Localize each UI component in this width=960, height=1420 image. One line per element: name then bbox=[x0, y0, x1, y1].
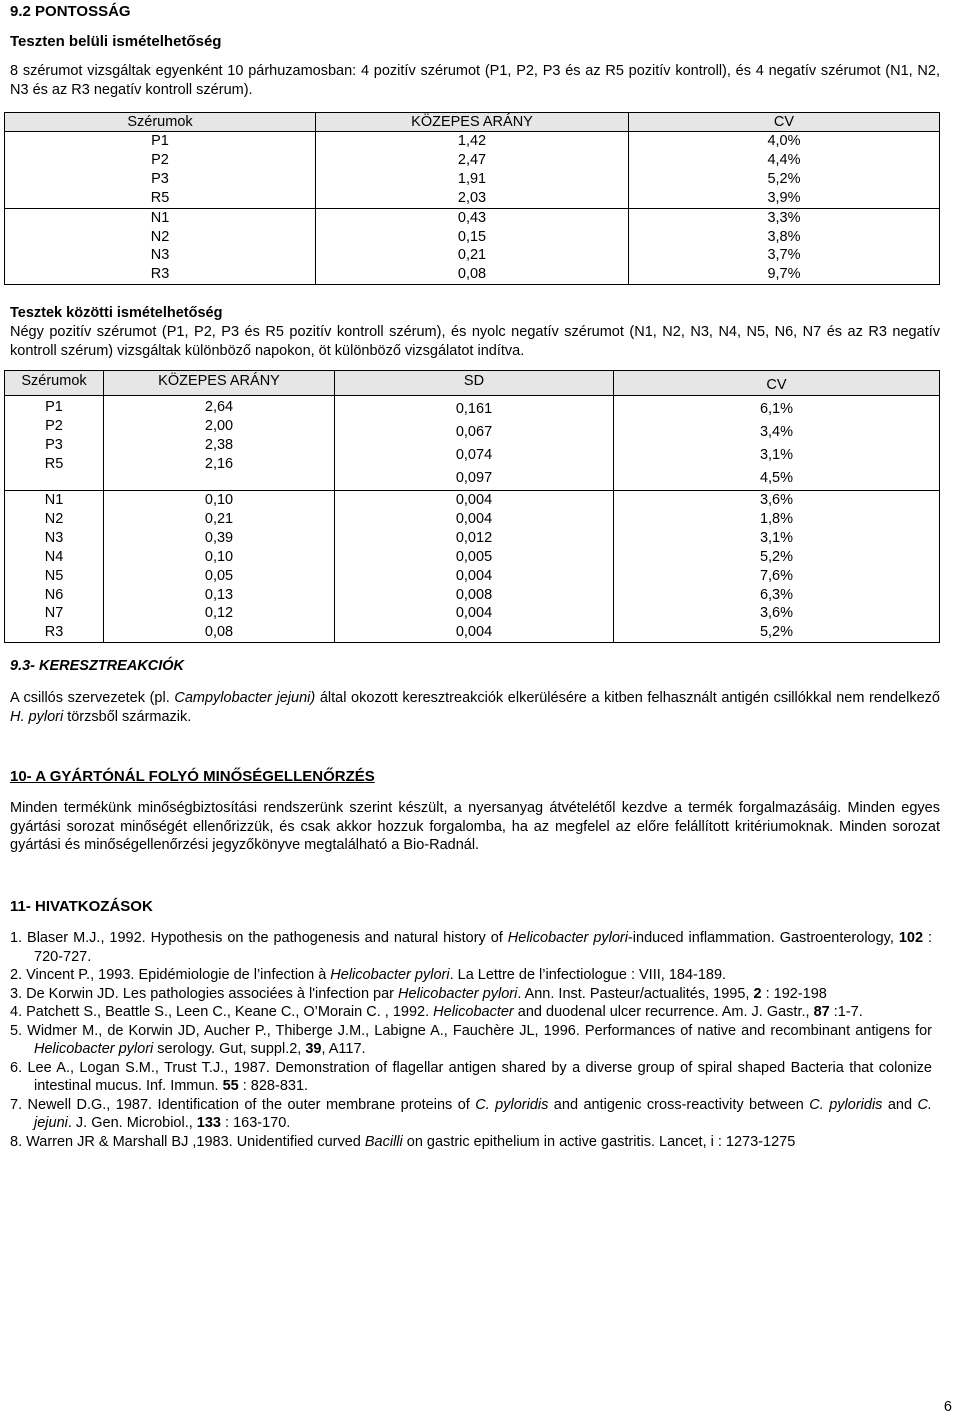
table2-cell-ratio: 2,38 bbox=[204, 437, 234, 453]
table1-header-cv: CV bbox=[629, 113, 940, 132]
table2-cell-cv: 3,4% bbox=[759, 424, 794, 440]
reference-item: 4. Patchett S., Beattle S., Leen C., Keane C., O’Morain C. , 1992. Helicobacter and duodenal ulcer recurrence. Am. J. Gastr., 87 :1-7. bbox=[10, 1004, 863, 1020]
table1-row bbox=[5, 170, 940, 189]
table2-cell-cv: 3,1% bbox=[759, 447, 794, 463]
table2-cell-ratio: 0,05 bbox=[104, 567, 335, 586]
table1-row bbox=[5, 265, 940, 284]
table2-cell-serum: N3 bbox=[5, 529, 104, 548]
table1-cell-ratio: 0,21 bbox=[316, 246, 629, 265]
table2-cell-ratio: 2,00 bbox=[204, 418, 234, 434]
table2-cell-sd: 0,074 bbox=[455, 447, 493, 463]
reference-item: 3. De Korwin JD. Les pathologies associées à l'infection par Helicobacter pylori. Ann. Inst. Pasteur/actualités, 1995, 2 : 192-198 bbox=[10, 985, 827, 1002]
table2-cell-ratio: 0,39 bbox=[104, 529, 335, 548]
table2-cell-sd: 0,005 bbox=[335, 548, 614, 567]
page-number: 6 bbox=[943, 1399, 952, 1415]
table1-cell-serum: R5 bbox=[5, 189, 316, 208]
table2-cell-sd: 0,004 bbox=[335, 567, 614, 586]
table2-row bbox=[5, 548, 940, 567]
table2-cell-ratio: 0,12 bbox=[104, 604, 335, 623]
paragraph-quality-control: Minden termékünk minőségbiztosítási rendszerünk szerint készült, a nyersanyag átvételétől kezdve a termék forgalmazásáig. Minden egyes gyártási sorozat minőségét ellenőrizzük, és csak akkor hozzuk forgalomba, ha az megfelel az előre felállított kritériumoknak. Minden sorozat gyártási és minőségellenőrzési jegyzőkönyve megtalálható a Bio-Radnál. bbox=[10, 800, 940, 853]
table2-header-sd: SD bbox=[335, 371, 614, 396]
table1-cell-serum: N2 bbox=[5, 228, 316, 247]
subheading-between-test: Tesztek közötti ismételhetőség bbox=[10, 305, 223, 321]
table2-row bbox=[5, 510, 940, 529]
table2-cell-sd: 0,067 bbox=[455, 424, 493, 440]
reference-item: 1. Blaser M.J., 1992. Hypothesis on the pathogenesis and natural history of Helicobacter pylori-induced inflammation. Gastroenterology, 102 : 720-727. bbox=[10, 930, 932, 965]
table2-cell-sd: 0,004 bbox=[335, 623, 614, 642]
reference-item: 2. Vincent P., 1993. Epidémiologie de l’infection à Helicobacter pylori. La Lettre de l’infectiologue : VIII, 184-189. bbox=[10, 967, 727, 983]
section-heading-11: 11- HIVATKOZÁSOK bbox=[10, 898, 153, 915]
table2-cell-ratio: 0,21 bbox=[104, 510, 335, 529]
table1-cell-serum: R3 bbox=[5, 265, 316, 284]
table2-cell-cv: 6,3% bbox=[759, 586, 794, 603]
paragraph-between-test: Négy pozitív szérumot (P1, P2, P3 és R5 pozitív kontroll szérum), és nyolc negatív szérumot (N1, N2, N3, N4, N5, N6, N7 és az R3 negatív kontroll szérum) vizsgáltak különböző napokon, öt különböző vizsgálatot indítva. bbox=[10, 324, 940, 359]
table1-row bbox=[5, 208, 940, 227]
table2-cell-cv: 3,6% bbox=[759, 605, 794, 622]
table2-header-serums: Szérumok bbox=[5, 371, 104, 396]
table2-cell-sd: 0,004 bbox=[335, 510, 614, 529]
table1-cell-cv: 3,8% bbox=[767, 228, 801, 245]
table1-cell-cv: 3,7% bbox=[767, 247, 801, 264]
table2-cell-serum: R3 bbox=[5, 623, 104, 642]
table2-header-cv: CV bbox=[614, 371, 940, 396]
table1-row bbox=[5, 228, 940, 247]
table1-cell-ratio: 0,43 bbox=[316, 208, 629, 227]
table1-cell-serum: N1 bbox=[5, 208, 316, 227]
table2-cell-ratio: 0,13 bbox=[104, 586, 335, 605]
between-test-table bbox=[4, 370, 940, 643]
table2-cell-cv: 3,6% bbox=[614, 491, 940, 510]
table2-cell-serum: N6 bbox=[5, 586, 104, 605]
subheading-within-test: Teszten belüli ismételhetőség bbox=[10, 33, 222, 50]
table2-cell-ratio: 2,16 bbox=[204, 456, 234, 472]
table1-cell-ratio: 0,08 bbox=[316, 265, 629, 284]
table1-cell-cv: 3,9% bbox=[767, 189, 801, 206]
table2-cell-sd: 0,161 bbox=[455, 401, 493, 417]
reference-item: 7. Newell D.G., 1987. Identification of the outer membrane proteins of C. pyloridis and antigenic cross-reactivity between C. pyloridis and C. jejuni. J. Gen. Microbiol., 133 : 163-170. bbox=[10, 1096, 932, 1131]
table2-row bbox=[5, 586, 940, 605]
table1-header-serums: Szérumok bbox=[5, 113, 316, 132]
table2-cell-cv: 6,1% bbox=[759, 401, 794, 417]
table2-row bbox=[5, 491, 940, 510]
table2-cell-ratio: 0,08 bbox=[104, 623, 335, 642]
table2-cell-ratio: 2,64 bbox=[204, 399, 234, 415]
reference-item: 8. Warren JR & Marshall BJ ,1983. Unidentified curved Bacilli on gastric epithelium in active gastritis. Lancet, i : 1273-1275 bbox=[10, 1133, 796, 1150]
table1-cell-ratio: 2,03 bbox=[316, 189, 629, 208]
paragraph-cross-reactions: A csillós szervezetek (pl. Campylobacter jejuni) által okozott keresztreakciók elkerülésére a kitben felhasznált antigén csillókkal nem rendelkező H. pylori törzsből származik. bbox=[10, 690, 940, 725]
table2-row bbox=[5, 529, 940, 548]
table2-cell-serum: N7 bbox=[5, 604, 104, 623]
table1-cell-ratio: 1,42 bbox=[316, 132, 629, 151]
table1-cell-cv: 5,2% bbox=[767, 170, 801, 187]
table1-row bbox=[5, 132, 940, 151]
table2-row bbox=[5, 567, 940, 586]
table1-cell-serum: P1 bbox=[5, 132, 316, 151]
table1-row bbox=[5, 189, 940, 208]
table2-header-ratio: KÖZEPES ARÁNY bbox=[104, 371, 335, 396]
table2-positive-block bbox=[5, 396, 940, 491]
table2-cell-serum: N5 bbox=[5, 567, 104, 586]
table2-cell-serum: P1 bbox=[45, 399, 63, 415]
table2-cell-cv: 4,5% bbox=[759, 470, 794, 486]
table2-cell-sd: 0,008 bbox=[335, 586, 614, 605]
table2-cell-serum: N4 bbox=[5, 548, 104, 567]
table1-cell-serum: P2 bbox=[5, 151, 316, 170]
reference-item: 5. Widmer M., de Korwin JD, Aucher P., Thiberge J.M., Labigne A., Fauchère JL, 1996. Performances of native and recombinant antigens for Helicobacter pylori serology. Gut, suppl.2, 39, A117. bbox=[10, 1022, 932, 1057]
table1-cell-cv: 9,7% bbox=[767, 266, 801, 283]
table1-cell-cv: 3,3% bbox=[629, 208, 940, 227]
table2-cell-serum: P3 bbox=[45, 437, 63, 453]
table2-cell-sd: 0,004 bbox=[335, 491, 614, 510]
reference-item: 6. Lee A., Logan S.M., Trust T.J., 1987. Demonstration of flagellar antigen shared by a diverse group of spiral shaped Bacteria that colonize intestinal mucus. Inf. Immun. 55 : 828-831. bbox=[10, 1059, 932, 1094]
table2-cell-serum: N1 bbox=[5, 491, 104, 510]
table2-row bbox=[5, 623, 940, 642]
within-test-table bbox=[4, 112, 940, 285]
section-heading-9-2: 9.2 PONTOSSÁG bbox=[10, 3, 131, 20]
table1-header-ratio: KÖZEPES ARÁNY bbox=[316, 113, 629, 132]
table2-cell-ratio: 0,10 bbox=[104, 548, 335, 567]
table2-cell-ratio: 0,10 bbox=[104, 491, 335, 510]
table2-row bbox=[5, 604, 940, 623]
section-heading-9-3: 9.3- KERESZTREAKCIÓK bbox=[10, 658, 185, 674]
table2-cell-serum: P2 bbox=[45, 418, 63, 434]
table1-cell-ratio: 0,15 bbox=[316, 228, 629, 247]
table2-cell-cv: 5,2% bbox=[759, 548, 794, 565]
table1-cell-serum: N3 bbox=[5, 246, 316, 265]
table2-cell-sd: 0,004 bbox=[335, 604, 614, 623]
table1-row bbox=[5, 246, 940, 265]
paragraph-within-test: 8 szérumot vizsgáltak egyenként 10 párhuzamosban: 4 pozitív szérumot (P1, P2, P3 és az R5 pozitív kontroll), és 4 negatív szérumot (N1, N2, N3 és az R3 negatív kontroll szérum). bbox=[10, 63, 940, 98]
table2-cell-sd: 0,012 bbox=[335, 529, 614, 548]
table1-cell-ratio: 1,91 bbox=[316, 170, 629, 189]
table1-cell-ratio: 2,47 bbox=[316, 151, 629, 170]
references-list bbox=[10, 929, 932, 1151]
table2-cell-serum: N2 bbox=[5, 510, 104, 529]
table2-cell-cv: 1,8% bbox=[759, 510, 794, 527]
table1-row bbox=[5, 151, 940, 170]
table2-cell-serum: R5 bbox=[44, 456, 64, 472]
table2-cell-cv: 3,1% bbox=[759, 529, 794, 546]
table2-cell-cv: 5,2% bbox=[759, 624, 794, 641]
section-heading-10: 10- A GYÁRTÓNÁL FOLYÓ MINŐSÉGELLENŐRZÉS bbox=[10, 768, 375, 785]
table1-cell-cv: 4,4% bbox=[767, 151, 801, 168]
table2-cell-sd: 0,097 bbox=[455, 470, 493, 486]
table1-cell-serum: P3 bbox=[5, 170, 316, 189]
table2-cell-cv: 7,6% bbox=[759, 567, 794, 584]
table1-cell-cv: 4,0% bbox=[767, 133, 801, 149]
